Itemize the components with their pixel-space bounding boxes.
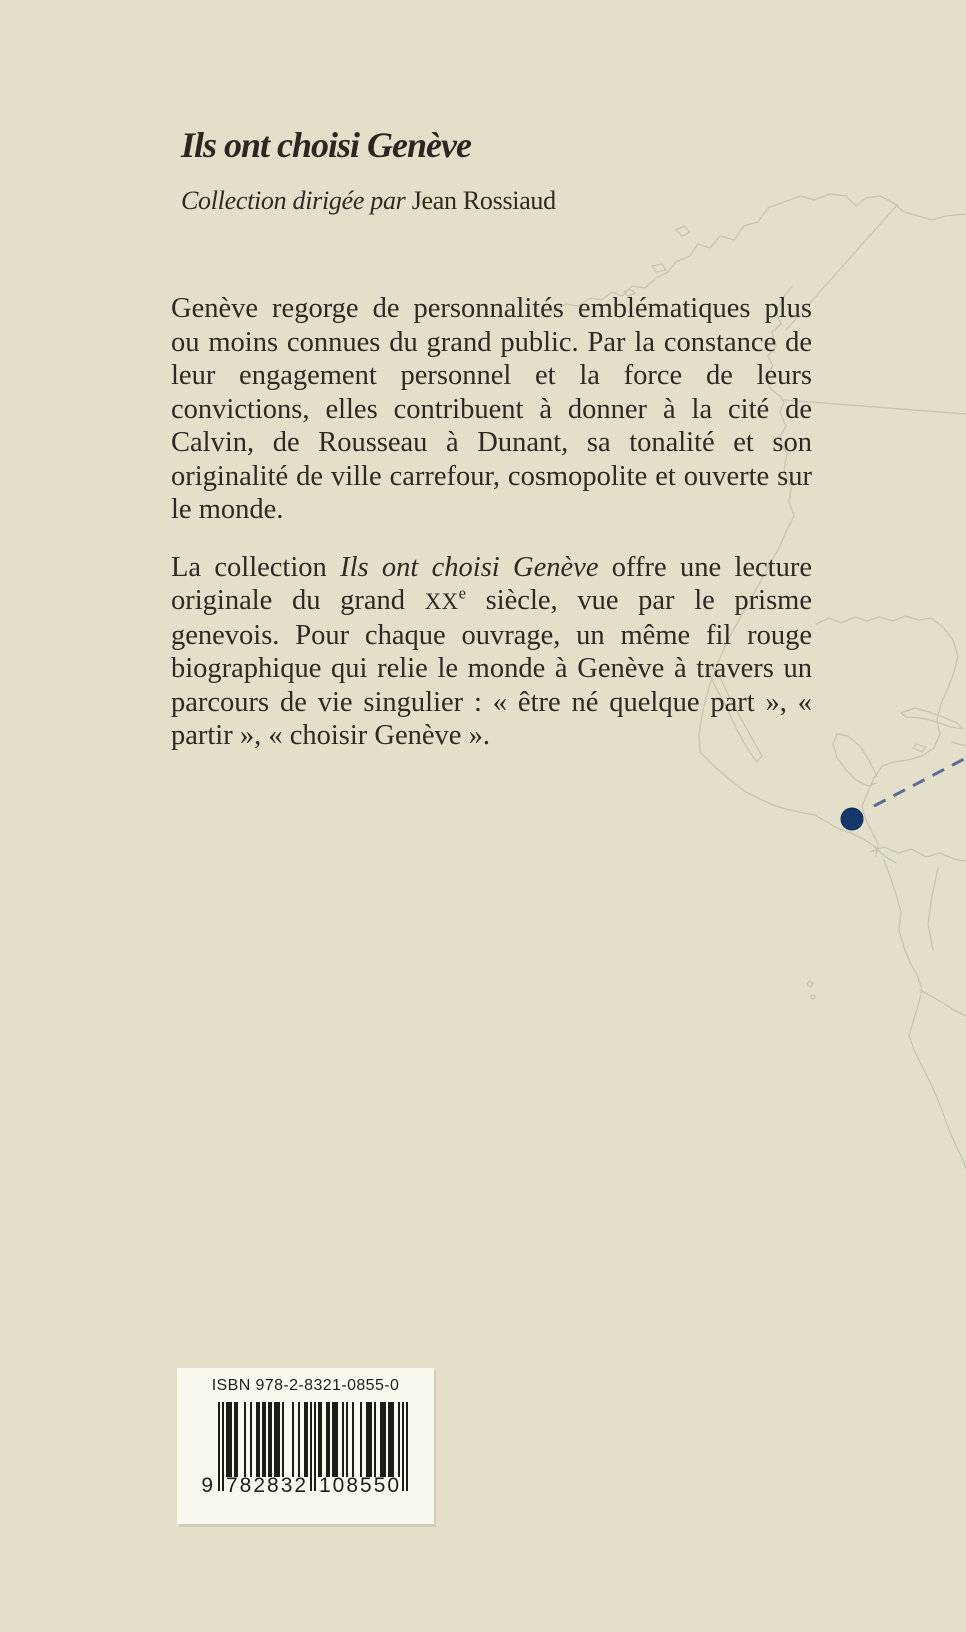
- p2-text-mid: offre une lecture originale du grand: [171, 551, 812, 616]
- map-cuba: [901, 708, 963, 729]
- isbn-label: ISBN 978-2-8321-0855-0: [211, 1377, 400, 1394]
- back-cover-description: [171, 292, 812, 777]
- map-yucatan: [833, 734, 877, 786]
- barcode-digits-group2: 108550: [319, 1474, 402, 1497]
- barcode-digits: [177, 1474, 434, 1498]
- map-aleutian-islands: [624, 226, 690, 296]
- birthplace-marker-dot: [841, 808, 863, 830]
- map-south-america-pacific-coast: [884, 860, 966, 1168]
- description-paragraph-1: Genève regorge de personnalités emblématiques plus ou moins connues du grand public. Par la constance de leur engagement personnel et la force de leurs convictions, elles contribuent à donner à la cité de Calvin, de Rousseau à Dunant, sa tonalité et son originalité de ville carrefour, cosmopolite et ouverte sur le monde.: [171, 293, 812, 525]
- subtitle-prefix: Collection dirigée par: [181, 186, 412, 215]
- map-ecuador-border: [920, 990, 966, 1016]
- collection-title: Ils ont choisi Genève: [181, 125, 471, 165]
- p2-century-numeral: XX: [424, 589, 459, 614]
- barcode-digit-lead: 9: [201, 1474, 213, 1497]
- collection-subtitle: [181, 186, 556, 216]
- barcode-panel: [177, 1368, 434, 1524]
- p2-text-before: La collection: [171, 551, 341, 583]
- p2-text-rest: siècle, vue par le prisme genevois. Pour chaque ouvrage, un même fil rouge biographique qui relie le monde à Genève à travers un parcours de vie singulier : « être né quelque part », « partir », « choisir Genève ».: [171, 585, 813, 751]
- p2-collection-name: Ils ont choisi Genève: [340, 551, 599, 583]
- subtitle-director-name: Jean Rossiaud: [411, 186, 556, 215]
- map-galapagos-islands: [807, 981, 813, 987]
- barcode-digits-group1: 782832: [226, 1474, 309, 1497]
- map-jamaica: [913, 744, 926, 752]
- route-dashed-line: [874, 758, 966, 806]
- map-galapagos-islet: [811, 995, 815, 999]
- map-gulf-coast: [816, 616, 958, 856]
- p2-century-superscript: e: [458, 583, 466, 603]
- description-paragraph-2: [171, 551, 812, 753]
- map-south-america-north-coast: [870, 847, 966, 861]
- map-colombia-border: [928, 868, 938, 950]
- map-hispaniola-edge: [952, 742, 966, 746]
